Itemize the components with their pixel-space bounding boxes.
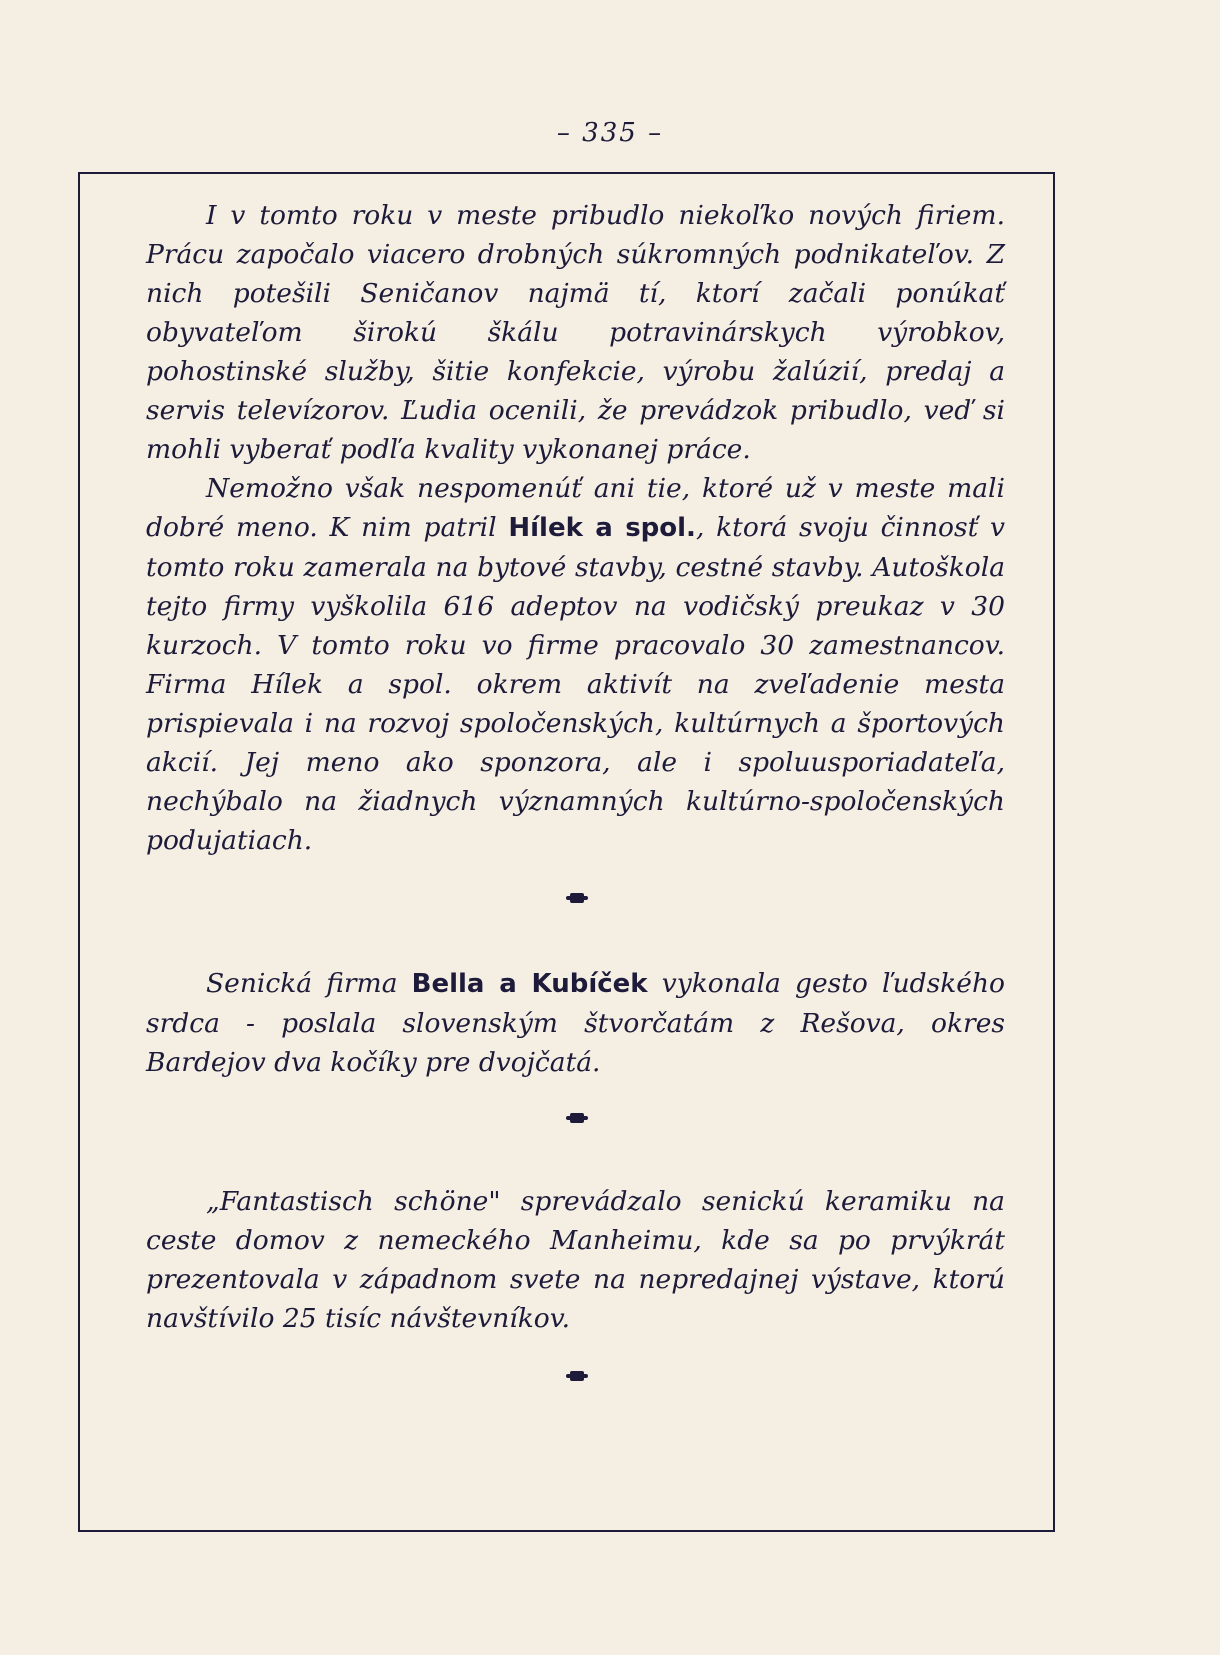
entry-text-before: Nemožno však nespomenúť ani tie, ktoré už v meste mali dobré meno. K nim patril [146, 473, 1005, 543]
separator-mark [570, 1371, 584, 1381]
entry-text-before: Senická firma [206, 968, 398, 999]
chronicle-entry [146, 964, 1005, 1082]
entry-text-after: , ktorá svoju činnosť v tomto roku zamerala na bytové stavby, cestné stavby. Autoškola tejto firmy vyškolila 616 adeptov na vodičský preukaz v 30 kurzoch. V tomto roku vo firme pracovalo 30 zamestnancov. Firma Hílek a spol. okrem aktivít na zveľadenie mesta prispievala i na rozvoj spoločenských, kultúrnych a športových akcií. Jej meno ako sponzora, ale i spoluusporiadateľa, nechýbalo na žiadnych významných kultúrno-spoločenských podujatiach. [146, 512, 1005, 856]
entry-paragraph: I v tomto roku v meste pribudlo niekoľko nových firiem. Prácu započalo viacero drobných súkromných podnikateľov. Z nich potešili Seničanov najmä tí, ktorí začali ponúkať obyvateľom širokú škálu potravinárskych výrobkov, pohostinské služby, šitie konfekcie, výrobu žalúzií, predaj a servis televízorov. Ľudia ocenili, že prevádzok pribudlo, veď si mohli vyberať podľa kvality vykonanej práce. [146, 200, 1005, 465]
section-separator [146, 888, 1005, 918]
section-separator [146, 1108, 1005, 1138]
chronicle-entry [146, 1182, 1005, 1338]
page-frame [78, 172, 1055, 1532]
chronicle-entry [146, 196, 1005, 469]
entry-paragraph [146, 469, 1005, 860]
page-number: – 335 – [556, 118, 664, 148]
separator-mark [570, 1113, 584, 1123]
separator-mark [570, 893, 584, 903]
chronicle-entry [146, 469, 1005, 860]
entry-paragraph: „Fantastisch schöne" sprevádzalo senickú keramiku na ceste domov z nemeckého Manheimu, kde sa po prvýkrát prezentovala v západnom svete na nepredajnej výstave, ktorú navštívilo 25 tisíc návštevníkov. [146, 1186, 1005, 1334]
firm-name: Hílek a spol. [508, 513, 696, 543]
section-separator [146, 1366, 1005, 1396]
firm-name: Bella a Kubíček [411, 969, 648, 999]
entry-paragraph [146, 964, 1005, 1082]
entry-text-after: vykonala gesto ľudského srdca - poslala slovenským štvorčatám z Rešova, okres Bardejov dva kočíky pre dvojčatá. [146, 968, 1005, 1078]
